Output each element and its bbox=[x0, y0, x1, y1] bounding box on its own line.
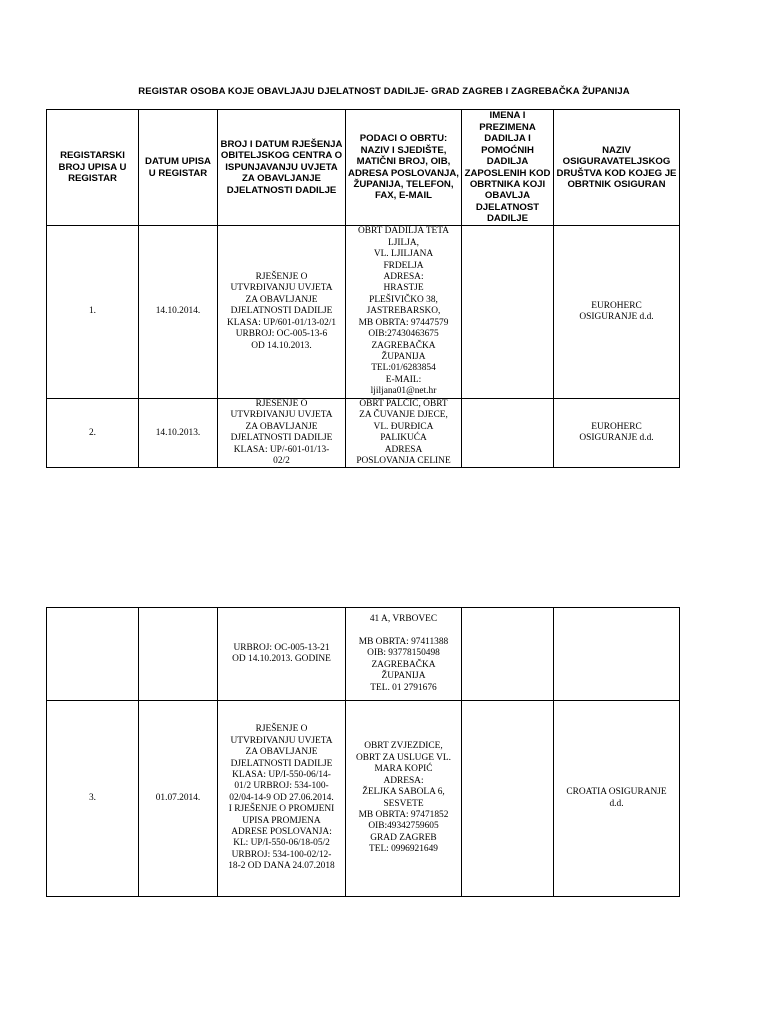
row-number bbox=[47, 608, 139, 701]
row-insurer: EUROHERC OSIGURANJE d.d. bbox=[554, 399, 680, 468]
table-header-row bbox=[47, 110, 680, 226]
row-business: OBRT DADILJA TETA LJILJA, VL. LJILJANA FRDELJA ADRESA: HRASTJE PLEŠIVIČKO 38, JASTREBARSKO, MB OBRTA: 97447579 OIB:27430463675 ZAGREBAČKA ŽUPANIJA TEL:01/6283854 E-MAIL: ljiljana01@net.hr bbox=[346, 226, 462, 399]
row-date bbox=[139, 608, 218, 701]
row-business: 41 A, VRBOVEC MB OBRTA: 97411388 OIB: 93778150498 ZAGREBAČKA ŽUPANIJA TEL. 01 2791676 bbox=[346, 608, 462, 701]
table-row bbox=[47, 701, 680, 897]
row-number: 2. bbox=[47, 399, 139, 468]
table-row bbox=[47, 608, 680, 701]
row-insurer: CROATIA OSIGURANJE d.d. bbox=[554, 701, 680, 897]
row-date: 14.10.2013. bbox=[139, 399, 218, 468]
row-decision: RJEŠENJE O UTVRĐIVANJU UVJETA ZA OBAVLJANJE DJELATNOSTI DADILJE KLASA: UP/I-550-06/14- 01/2 URBROJ: 534-100- 02/04-14-9 OD 27.06.2014. I RJEŠENJE O PROMJENI UPISA PROMJENA ADRESE POSLOVANJA: KL: UP/I-550-06/18-05/2 URBROJ: 534-100-02/12- 18-2 OD DANA 24.07.2018 bbox=[218, 701, 346, 897]
header-registration-date: DATUM UPISA U REGISTAR bbox=[139, 110, 218, 226]
header-insurer: NAZIV OSIGURAVATELJSKOG DRUŠTVA KOD KOJEG JE OBRTNIK OSIGURAN bbox=[554, 110, 680, 226]
table-row bbox=[47, 399, 680, 468]
row-decision: RJEŠENJE O UTVRĐIVANJU UVJETA ZA OBAVLJANJE DJELATNOSTI DADILJE KLASA: UP/-601-01/13- 02/2 bbox=[218, 399, 346, 468]
document-title: REGISTAR OSOBA KOJE OBAVLJAJU DJELATNOST DADILJE- GRAD ZAGREB I ZAGREBAČKA ŽUPANIJA bbox=[138, 86, 630, 97]
header-decision: BROJ I DATUM RJEŠENJA OBITELJSKOG CENTRA O ISPUNJAVANJU UVJETA ZA OBAVLJANJE DJELATNOSTI DADILJE bbox=[218, 110, 346, 226]
row-decision: URBROJ: OC-005-13-21 OD 14.10.2013. GODINE bbox=[218, 608, 346, 701]
row-decision: RJEŠENJE O UTVRĐIVANJU UVJETA ZA OBAVLJANJE DJELATNOSTI DADILJE KLASA: UP/601-01/13-02/1 URBROJ: OC-005-13-6 OD 14.10.2013. bbox=[218, 226, 346, 399]
row-number: 1. bbox=[47, 226, 139, 399]
header-registration-number: REGISTARSKI BROJ UPISA U REGISTAR bbox=[47, 110, 139, 226]
row-nannies bbox=[462, 399, 554, 468]
register-table-page-1 bbox=[46, 109, 680, 468]
row-nannies bbox=[462, 701, 554, 897]
row-number: 3. bbox=[47, 701, 139, 897]
row-insurer bbox=[554, 608, 680, 701]
row-insurer: EUROHERC OSIGURANJE d.d. bbox=[554, 226, 680, 399]
header-nanny-names: IMENA I PREZIMENA DADILJA I POMOĆNIH DADILJA ZAPOSLENIH KOD OBRTNIKA KOJI OBAVLJA DJELATNOST DADILJE bbox=[462, 110, 554, 226]
row-date: 14.10.2014. bbox=[139, 226, 218, 399]
table-row bbox=[47, 226, 680, 399]
row-date: 01.07.2014. bbox=[139, 701, 218, 897]
register-table-page-2 bbox=[46, 607, 680, 897]
row-nannies bbox=[462, 226, 554, 399]
row-business: OBRT ZVJEZDICE, OBRT ZA USLUGE VL. MARA KOPIĆ ADRESA: ŽELJKA SABOLA 6, SESVETE MB OBRTA: 97471852 OIB:49342759605 GRAD ZAGREB TEL: 0996921649 bbox=[346, 701, 462, 897]
row-nannies bbox=[462, 608, 554, 701]
row-business: OBRT PALČIĆ, OBRT ZA ČUVANJE DJECE, VL. ĐURĐICA PALIKUĆA ADRESA POSLOVANJA CELINE bbox=[346, 399, 462, 468]
header-business-data: PODACI O OBRTU: NAZIV I SJEDIŠTE, MATIČNI BROJ, OIB, ADRESA POSLOVANJA, ŽUPANIJA, TELEFON, FAX, E-MAIL bbox=[346, 110, 462, 226]
